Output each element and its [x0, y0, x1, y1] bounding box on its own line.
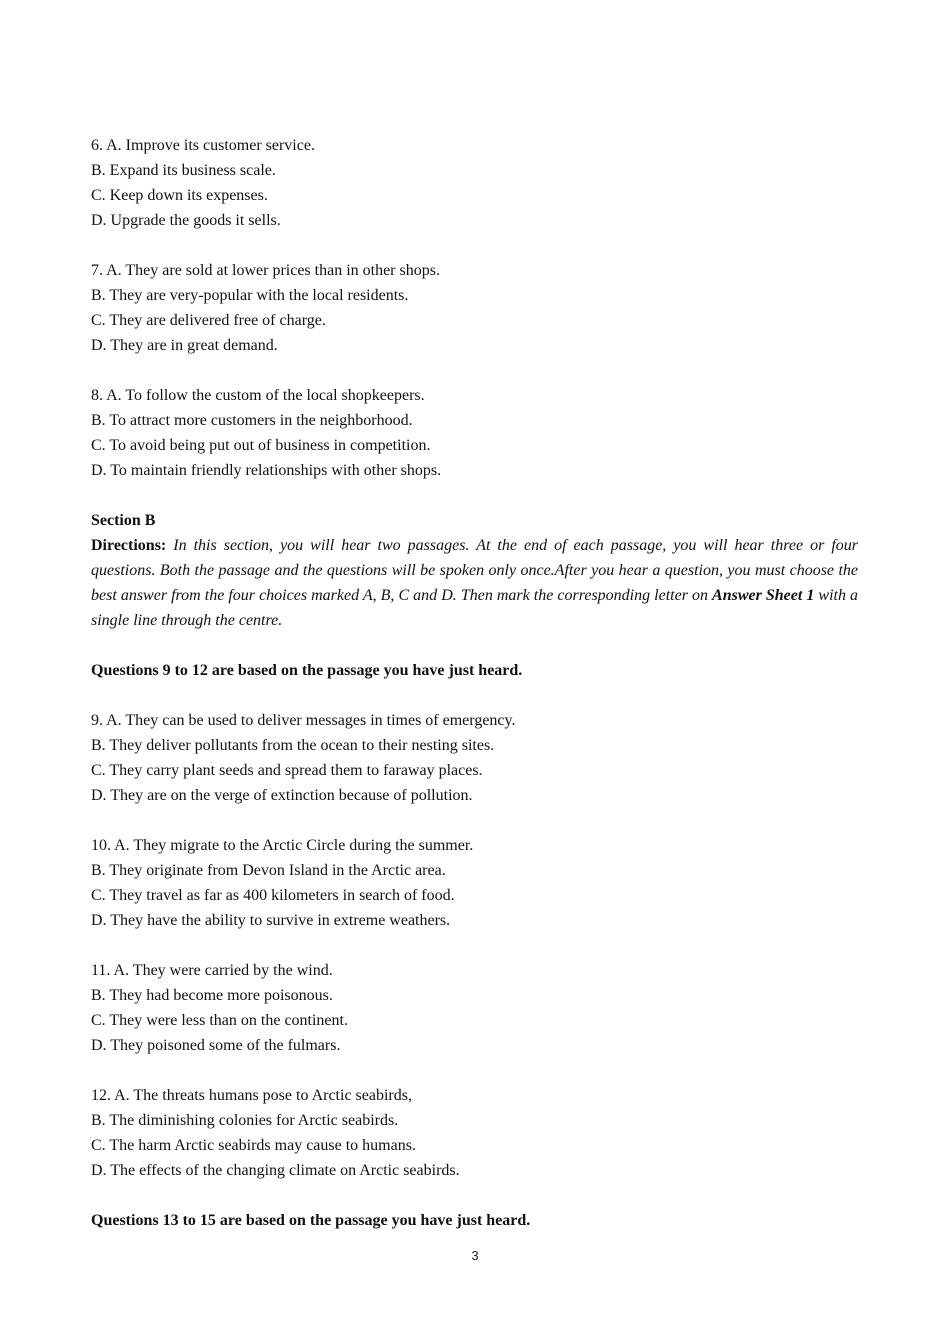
- section-b-directions: [91, 533, 858, 633]
- question-9: [91, 708, 858, 808]
- question-7: [91, 258, 858, 358]
- option-8b: B. To attract more customers in the neighborhood.: [91, 412, 413, 429]
- answer-sheet-label: Answer Sheet 1: [712, 587, 815, 604]
- option-10a: 10. A. They migrate to the Arctic Circle during the summer.: [91, 837, 474, 854]
- directions-label: Directions:: [91, 537, 167, 554]
- option-6a: 6. A. Improve its customer service.: [91, 137, 315, 154]
- question-12: [91, 1083, 858, 1183]
- question-8: [91, 383, 858, 483]
- option-6c: C. Keep down its expenses.: [91, 187, 268, 204]
- option-11c: C. They were less than on the continent.: [91, 1012, 348, 1029]
- option-9b: B. They deliver pollutants from the ocean to their nesting sites.: [91, 737, 495, 754]
- option-8c: C. To avoid being put out of business in competition.: [91, 437, 431, 454]
- option-11b: B. They had become more poisonous.: [91, 987, 333, 1004]
- page-number: 3: [471, 1248, 479, 1263]
- option-6b: B. Expand its business scale.: [91, 162, 276, 179]
- directions-text: In this section, you will hear two passages. At the end of each passage, you will hear three or four questions. Both the passage and the questions will be spoken only once.After you hear a question, you must choose the best answer from the four choices marked A, B, C and D. Then mark the corresponding letter on: [91, 537, 858, 604]
- option-7d: D. They are in great demand.: [91, 337, 278, 354]
- questions-13-15-heading: Questions 13 to 15 are based on the passage you have just heard.: [91, 1212, 531, 1229]
- option-7b: B. They are very-popular with the local residents.: [91, 287, 409, 304]
- question-10: [91, 833, 858, 933]
- option-10b: B. They originate from Devon Island in the Arctic area.: [91, 862, 446, 879]
- option-8d: D. To maintain friendly relationships with other shops.: [91, 462, 442, 479]
- option-7c: C. They are delivered free of charge.: [91, 312, 326, 329]
- option-7a: 7. A. They are sold at lower prices than in other shops.: [91, 262, 440, 279]
- option-12c: C. The harm Arctic seabirds may cause to humans.: [91, 1137, 416, 1154]
- option-8a: 8. A. To follow the custom of the local shopkeepers.: [91, 387, 425, 404]
- option-6d: D. Upgrade the goods it sells.: [91, 212, 281, 229]
- section-b-heading: Section B: [91, 512, 156, 529]
- option-9d: D. They are on the verge of extinction because of pollution.: [91, 787, 473, 804]
- question-11: [91, 958, 858, 1058]
- option-12a: 12. A. The threats humans pose to Arctic seabirds,: [91, 1087, 412, 1104]
- question-6: [91, 133, 858, 233]
- option-12d: D. The effects of the changing climate on Arctic seabirds.: [91, 1162, 460, 1179]
- option-9c: C. They carry plant seeds and spread them to faraway places.: [91, 762, 483, 779]
- option-9a: 9. A. They can be used to deliver messages in times of emergency.: [91, 712, 516, 729]
- exam-page: [91, 133, 858, 1233]
- option-11d: D. They poisoned some of the fulmars.: [91, 1037, 341, 1054]
- option-10c: C. They travel as far as 400 kilometers in search of food.: [91, 887, 455, 904]
- option-10d: D. They have the ability to survive in extreme weathers.: [91, 912, 451, 929]
- option-12b: B. The diminishing colonies for Arctic seabirds.: [91, 1112, 399, 1129]
- questions-9-12-heading: Questions 9 to 12 are based on the passage you have just heard.: [91, 662, 523, 679]
- option-11a: 11. A. They were carried by the wind.: [91, 962, 333, 979]
- directions-end: with a single line through the centre.: [91, 587, 859, 629]
